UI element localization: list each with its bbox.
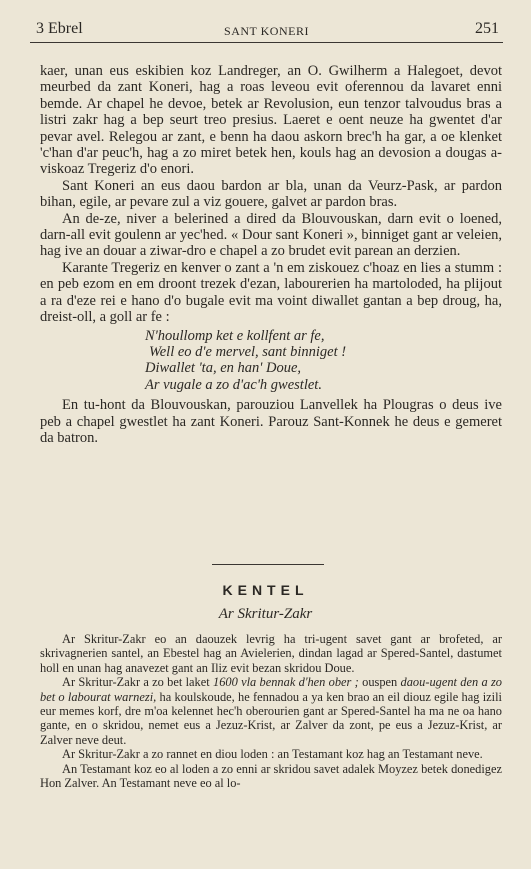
header-date: 3 Ebrel bbox=[36, 20, 83, 37]
paragraph: Sant Koneri an eus daou bardon ar bla, unan da Veurz-Pask, ar pardon bihan, egile, ar pevare zul a viz gouere, galvet ar pardon bras. bbox=[40, 177, 502, 211]
section-title: KENTEL bbox=[222, 582, 309, 598]
verse-line: Ar vugale a zo d'ac'h gwestlet. bbox=[145, 376, 322, 393]
text-run: Ar Skritur-Zakr a zo bet laket bbox=[62, 675, 214, 690]
running-header bbox=[30, 16, 503, 43]
header-title: SANT KONERI bbox=[224, 24, 309, 38]
italic-run: 1600 vla bennak d'hen ober ; bbox=[213, 675, 359, 690]
italic-run: daou-ugent den a zo bet o labourat warnezi, bbox=[40, 675, 502, 704]
verse-line: Well eo d'e mervel, sant binniget ! bbox=[149, 343, 347, 360]
lesson-paragraph: Ar Skritur-Zakr a zo rannet en diou loden : an Testamant koz hag an Testamant neve. bbox=[62, 747, 483, 762]
paragraph: Karante Tregeriz en kenver o zant a 'n em ziskouez c'hoaz en lies a stumm : en peb ezom en em droont trezek d'ezan, labourerien ha martoloded, ha plijout a ra d'eze rei e hano d'o bugale evit ma voint diwallet gantan a bep droug, ha, dreist-oll, a goll ar fe : bbox=[40, 259, 502, 326]
page-number: 251 bbox=[475, 20, 499, 37]
main-text bbox=[40, 63, 502, 446]
paragraph: kaer, unan eus eskibien koz Landreger, an O. Gwilherm a Halegoet, devot meurbed da zant Koneri, hag a roas leveou evit oferennou da lavaret enni bemde. Ar chapel he devoe, betek ar Revolusion, eun tenzor talvoudus bras a listri zakr hag a bep seurt treo presius. Laeret e oent neuze ha gwentet d'ar pevar avel. Relegou ar zant, e benn ha daou askorn brec'h ha gar, a oe klenket 'c'han d'ar peuc'h, hag a zo miret betek hen, kouls hag an devosion a dougas a-viskoaz Tregeriz d'o enori. bbox=[40, 63, 502, 178]
section-divider bbox=[212, 564, 324, 565]
paragraph: En tu-hont da Blouvouskan, parouziou Lanvellek ha Plougras o deus ive peb a chapel gwestlet ha zant Koneri. Parouz Sant-Konnek he deus e gemeret da batron. bbox=[40, 397, 502, 446]
verse-line: N'houllomp ket e kollfent ar fe, bbox=[145, 327, 325, 344]
verse bbox=[145, 328, 502, 394]
verse-line: Diwallet 'ta, en han' Doue, bbox=[145, 360, 302, 377]
paragraph: An de-ze, niver a belerined a dired da Blouvouskan, darn evit o loened, darn-all evit goulenn ar yec'hed. « Dour sant Koneri », binniget gant ar veleien, hag ive an douar a ziwar-dro e chapel a zo brudet evit parean an derzien. bbox=[40, 210, 502, 260]
lesson-paragraph: An Testamant koz eo al loden a zo enni ar skridou savet adalek Moyzez betek donedigez Hon Zalver. An Testamant neve eo al lo- bbox=[40, 761, 502, 791]
lesson-paragraph: Ar Skritur-Zakr eo an daouzek levrig ha tri-ugent savet gant ar brofeted, ar skrivagnerien santel, an Ebestel hag an Avielerien, dindan lagad ar Spered-Santel, dastumet holl en unan hag anavezet gant an Iliz evit bezan skridou Doue. bbox=[40, 632, 502, 675]
lesson-text bbox=[40, 632, 502, 790]
text-run: ouspen bbox=[358, 675, 401, 690]
text-run: ha koulskoude, he fennadou a ya ken brao an eil diouz egile hag izili eur memes korf, dre m'oa kelennet hec'h oberourien gant ar Spered-Santel ha ma ne oa hano gante, en o skridou, nemet eus a Jezuz-Krist, ar Zalver da zont, pe eus a Jezuz-Krist, ar Zalver neve deut. bbox=[40, 689, 502, 747]
section-subtitle: Ar Skritur-Zakr bbox=[218, 606, 313, 622]
lesson-paragraph bbox=[40, 675, 502, 747]
